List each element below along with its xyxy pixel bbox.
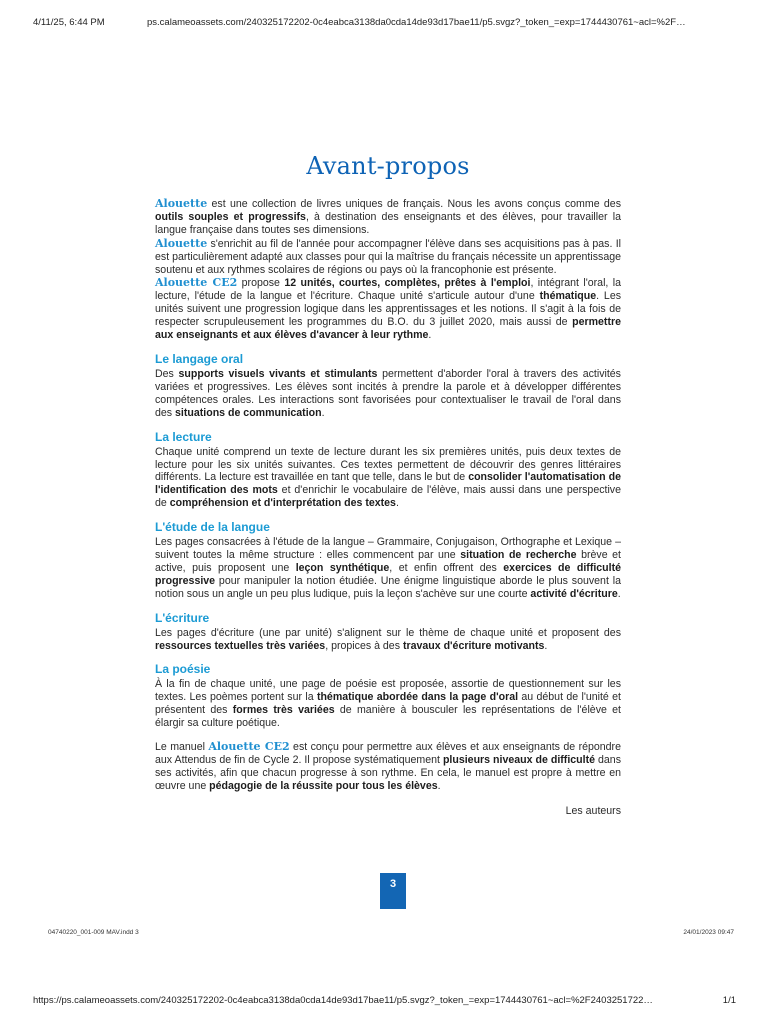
brand-name: Alouette CE2 <box>155 276 238 290</box>
bold-run: outils souples et progressifs <box>155 210 306 223</box>
manuel-paragraph <box>155 741 621 793</box>
text-run: Le manuel <box>155 741 209 754</box>
lecture-paragraph <box>155 446 621 511</box>
intro-paragraph-3 <box>155 277 621 342</box>
langue-paragraph <box>155 536 621 601</box>
text-run: , et enfin offrent des <box>389 561 504 574</box>
text-run: Les pages d'écriture (une par unité) s'alignent sur le thème de chaque unité et proposent des <box>155 626 621 639</box>
print-url-header: ps.calameoassets.com/240325172202-0c4eabca3138da0cda14de93d17bae11/p5.svgz?_token_=exp=1744430761~acl=%2F… <box>147 17 686 28</box>
document-page <box>155 152 621 817</box>
bold-run: activité d'écriture <box>530 587 618 600</box>
bold-run: formes très variées <box>232 704 335 717</box>
bold-run: consolider l'automatisation de l'identification des mots <box>155 471 622 497</box>
print-page-count: 1/1 <box>722 995 736 1006</box>
oral-paragraph <box>155 368 621 420</box>
section-heading-oral: Le langage oral <box>155 351 244 366</box>
text-run: dans ses activités, afin que chacun progresse à son rythme. En cela, le manuel est propre à mettre en œuvre une <box>155 754 621 792</box>
bold-run: thématique <box>539 290 597 303</box>
text-run: Les pages consacrées à l'étude de la langue – Grammaire, Conjugaison, Orthographe et Lexique – suivent toutes la même structure : elles commencent par une <box>155 536 621 562</box>
text-run: . <box>437 779 441 792</box>
text-run: est une collection de livres uniques de français. Nous les avons conçus comme des <box>207 198 621 210</box>
bold-run: compréhension et d'interprétation des textes <box>169 497 396 510</box>
signature: Les auteurs <box>565 804 621 817</box>
section-heading-lecture: La lecture <box>155 429 212 444</box>
text-run: est conçu pour permettre aux élèves et aux enseignants de répondre aux Attendus de fin de Cycle 2. Il propose systématiquement <box>155 741 621 766</box>
bold-run: plusieurs niveaux de difficulté <box>442 754 596 766</box>
print-file-info: 04740220_001-009 MAV.indd 3 <box>48 929 139 936</box>
brand-name: Alouette CE2 <box>208 740 290 754</box>
text-run: , à destination des enseignants et des élèves, pour travailler la langue française dans toutes ses dimensions. <box>155 210 621 236</box>
page-number-badge: 3 <box>380 873 406 909</box>
text-run: , intégrant l'oral, la lecture, l'étude de la langue et l'écriture. Chaque unité s'articule autour d'une <box>155 277 621 303</box>
bold-run: ressources textuelles très variées <box>155 639 326 652</box>
print-date-info: 24/01/2023 09:47 <box>683 929 734 936</box>
bold-run: exercices de difficulté progressive <box>155 561 622 587</box>
text-run: . <box>428 329 432 342</box>
text-run: Chaque unité comprend un texte de lecture durant les six premières unités, puis deux textes de lecture pour les six unités suivantes. Ces textes permettent de découvrir des genres littéraires différents. La lecture est travaillée en tant que telle, dans le but de <box>155 445 621 484</box>
text-run: À la fin de chaque unité, une page de poésie est proposée, assortie de questionnement sur les textes. Les poèmes portent sur la <box>155 678 621 704</box>
text-run: pour manipuler la notion étudiée. Une énigme linguistique aborde le plus souvent la notion sous un angle un peu plus ludique, puis la leçon s'achève sur une courte <box>155 574 621 600</box>
text-run: . <box>321 406 325 419</box>
section-heading-langue: L'étude de la langue <box>155 520 270 535</box>
intro-paragraph-1 <box>155 198 621 237</box>
text-run: . <box>617 587 621 600</box>
text-run: . <box>544 639 548 652</box>
text-run: au début de l'unité et présentent des <box>155 691 621 717</box>
bold-run: thématique abordée dans la page d'oral <box>316 691 519 704</box>
section-heading-ecriture: L'écriture <box>155 610 210 625</box>
bold-run: permettre aux enseignants et aux élèves d'avancer à leur rythme <box>155 316 621 342</box>
text-run: permettent d'aborder l'oral à travers des activités variées et progressives. Les élèves sont incités à prendre la parole et à développer différentes compétences orales. Les interactions sont favorisées pour contextualiser le travail de l'oral dans des <box>155 367 621 419</box>
brand-name: Alouette <box>155 197 208 210</box>
text-run: et d'enrichir le vocabulaire de l'élève, mais aussi dans une perspective de <box>155 484 621 510</box>
bold-run: travaux d'écriture motivants <box>402 639 545 652</box>
bold-run: leçon synthétique <box>295 561 390 574</box>
ecriture-paragraph <box>155 627 621 653</box>
print-datetime: 4/11/25, 6:44 PM <box>33 17 105 28</box>
text-run: brève et active, puis proposent une <box>155 549 621 574</box>
bold-run: 12 unités, courtes, complètes, prêtes à l'emploi <box>284 277 531 290</box>
text-run: Des <box>155 367 179 380</box>
text-run: de manière à bousculer les représentations de l'élève et élargir sa culture poétique. <box>155 704 622 730</box>
text-run: . <box>395 497 399 510</box>
bold-run: pédagogie de la réussite pour tous les élèves <box>209 779 438 792</box>
text-run: propose <box>237 277 285 290</box>
bold-run: situation de recherche <box>460 549 577 562</box>
intro-paragraph-2 <box>155 238 621 277</box>
poesie-paragraph <box>155 678 621 730</box>
bold-run: supports visuels vivants et stimulants <box>178 367 378 380</box>
bold-run: situations de communication <box>175 406 322 419</box>
text-run: s'enrichit au fil de l'année pour accompagner l'élève dans ses acquisitions pas à pas. Il est particulièrement adapté aux classes pour qui la maîtrise du français nécessite un apprentissage soutenu et aux rythmes scolaires de régions ou pays où la francophonie est présente. <box>155 237 621 276</box>
section-heading-poesie: La poésie <box>155 662 211 677</box>
page-title: Avant-propos <box>306 152 470 180</box>
print-url-footer: https://ps.calameoassets.com/240325172202-0c4eabca3138da0cda14de93d17bae11/p5.svgz?_token_=exp=1744430761~acl=%2F2403251722… <box>33 995 653 1006</box>
brand-name: Alouette <box>155 236 208 250</box>
text-run: . Les unités suivent une progression logique dans les apprentissages et les notions. Il s'agit à la fois de respecter scrupuleusement les programmes du B.O. du 3 juillet 2020, mais aussi de <box>155 290 622 329</box>
text-run: , propices à des <box>325 639 403 652</box>
